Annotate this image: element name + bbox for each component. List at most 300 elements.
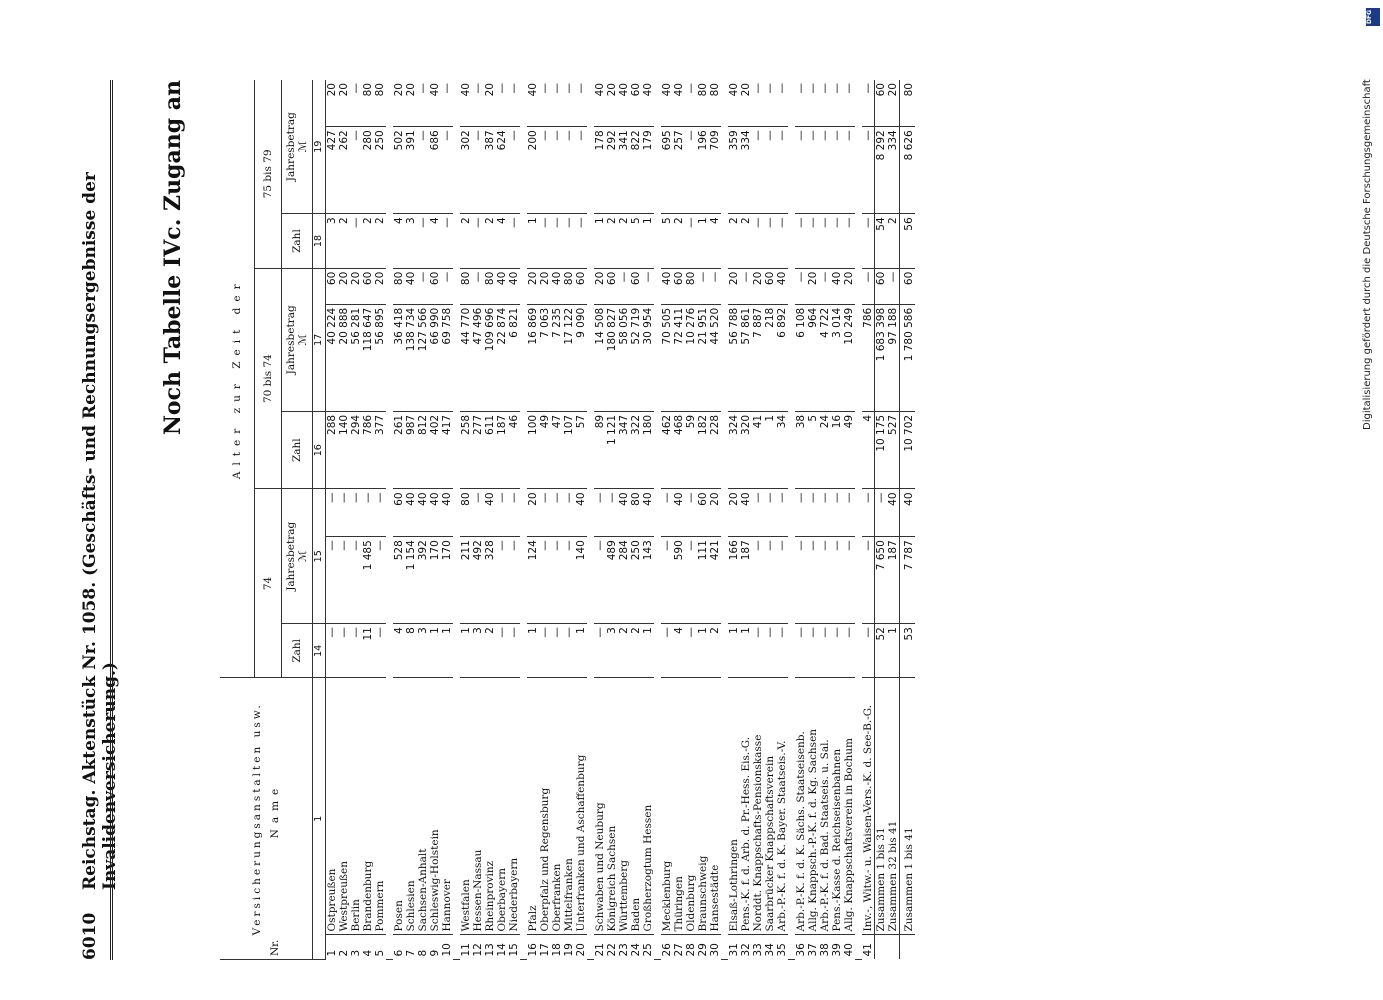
cell-betrag-pf: 20: [405, 80, 417, 127]
cell-zahl: —: [819, 624, 831, 678]
cell-zahl: 1: [527, 624, 539, 678]
row-gap: [587, 80, 594, 960]
cell-betrag-pf: —: [819, 268, 831, 304]
table-row: [417, 80, 429, 960]
row-number: 10: [441, 943, 453, 957]
cell-betrag-pf: 60: [900, 268, 916, 304]
cell-zahl: 1: [527, 214, 539, 268]
cell-betrag-pf: —: [472, 268, 484, 304]
row-name: Posen: [393, 678, 405, 935]
cell-zahl: 5: [807, 411, 819, 489]
cell-betrag-pf: —: [843, 80, 855, 127]
table-row: [575, 80, 587, 960]
cell-zahl: 1: [740, 624, 752, 678]
cell-zahl: 277: [472, 411, 484, 489]
cell-betrag-mark: 180 827: [606, 304, 618, 411]
cell-betrag-pf: —: [795, 80, 807, 127]
cell-betrag-mark: 72 411: [673, 304, 685, 411]
cell-zahl: —: [843, 214, 855, 268]
cell-betrag-mark: 179: [642, 127, 654, 214]
cell-betrag-mark: 200: [527, 127, 539, 214]
cell-betrag-pf: —: [819, 80, 831, 127]
cell-betrag-pf: —: [862, 268, 875, 304]
table-row: [405, 80, 417, 960]
cell-betrag-mark: 334: [887, 127, 900, 214]
cell-zahl: 2: [374, 214, 386, 268]
cell-betrag-mark: 56 895: [374, 304, 386, 411]
cell-betrag-mark: 392: [417, 537, 429, 624]
cell-betrag-mark: 359: [728, 127, 740, 214]
cell-betrag-mark: 17 122: [563, 304, 575, 411]
cell-betrag-pf: 20: [326, 80, 339, 127]
cell-betrag-mark: 686: [429, 127, 441, 214]
cell-betrag-mark: 7 063: [539, 304, 551, 411]
cell-betrag-pf: 60: [875, 80, 888, 127]
cell-betrag-mark: —: [374, 537, 386, 624]
table-row: [740, 80, 752, 960]
cell-betrag-pf: —: [508, 489, 520, 537]
table-row: [819, 80, 831, 960]
cell-betrag-pf: 40: [417, 489, 429, 537]
row-name: Württemberg: [618, 678, 630, 935]
cell-zahl: 324: [728, 411, 740, 489]
cell-zahl: 4: [673, 624, 685, 678]
table-row: [752, 80, 764, 960]
cell-betrag-pf: —: [472, 80, 484, 127]
cell-betrag-mark: 40 224: [326, 304, 339, 411]
row-name: Norddt. Knappschafts-Pensionskasse: [752, 678, 764, 935]
cell-zahl: 182: [697, 411, 709, 489]
cell-betrag-pf: —: [338, 489, 350, 537]
sum: [875, 80, 888, 960]
cell-zahl: 4: [393, 214, 405, 268]
cell-betrag-mark: 10 276: [685, 304, 697, 411]
cell-betrag-mark: 590: [673, 537, 685, 624]
cell-betrag-mark: 3 014: [831, 304, 843, 411]
cell-betrag-pf: 60: [673, 268, 685, 304]
cell-zahl: 1: [697, 624, 709, 678]
table-row: [618, 80, 630, 960]
age-header: Alter zur Zeit der: [220, 80, 255, 678]
cell-zahl: 107: [563, 411, 575, 489]
cell-zahl: 53: [900, 624, 916, 678]
cell-betrag-pf: 20: [527, 268, 539, 304]
cell-betrag-mark: 6 821: [508, 304, 520, 411]
table-row: [642, 80, 654, 960]
zahl-header: Zahl: [282, 624, 313, 678]
cell-zahl: —: [338, 624, 350, 678]
cell-betrag-mark: 138 734: [405, 304, 417, 411]
table-row: [697, 80, 709, 960]
table-row: [496, 80, 508, 960]
cell-betrag-mark: 21 951: [697, 304, 709, 411]
cell-zahl: 34: [776, 411, 788, 489]
cell-zahl: 258: [460, 411, 472, 489]
cell-betrag-pf: 40: [405, 489, 417, 537]
cell-zahl: 2: [618, 624, 630, 678]
cell-zahl: 4: [709, 214, 721, 268]
cell-zahl: —: [539, 214, 551, 268]
cell-betrag-pf: —: [618, 268, 630, 304]
table-row: [709, 80, 721, 960]
cell-betrag-pf: 40: [776, 268, 788, 304]
cell-betrag-mark: 328: [484, 537, 496, 624]
cell-betrag-mark: 709: [709, 127, 721, 214]
cell-betrag-pf: 40: [887, 489, 900, 537]
cell-betrag-pf: —: [606, 489, 618, 537]
row-number: 13: [484, 943, 496, 957]
cell-betrag-mark: 124: [527, 537, 539, 624]
cell-zahl: 3: [472, 624, 484, 678]
cell-betrag-mark: —: [685, 127, 697, 214]
cell-betrag-mark: 20 888: [338, 304, 350, 411]
cell-betrag-mark: 387: [484, 127, 496, 214]
cell-betrag-pf: —: [685, 489, 697, 537]
table-row: [429, 80, 441, 960]
cell-zahl: 3: [417, 624, 429, 678]
row-name: Schwaben und Neuburg: [594, 678, 606, 935]
table-row: [764, 80, 776, 960]
row-name: Thüringen: [673, 678, 685, 935]
cell-betrag-pf: —: [697, 268, 709, 304]
row-gap: [721, 80, 728, 960]
cell-zahl: 100: [527, 411, 539, 489]
cell-zahl: —: [862, 624, 875, 678]
cell-betrag-mark: 196: [697, 127, 709, 214]
cell-betrag-mark: —: [795, 537, 807, 624]
row-number: 3: [350, 949, 362, 957]
cell-betrag-mark: 140: [575, 537, 587, 624]
row-number: 15: [508, 943, 520, 957]
cell-betrag-mark: 4 722: [819, 304, 831, 411]
row-name: Braunschweig: [697, 678, 709, 935]
cell-betrag-pf: —: [764, 80, 776, 127]
cell-betrag-pf: —: [563, 80, 575, 127]
cell-betrag-pf: 20: [728, 268, 740, 304]
table-row: [539, 80, 551, 960]
cell-zahl: 56: [900, 214, 916, 268]
cell-betrag-mark: 109 696: [484, 304, 496, 411]
cell-zahl: —: [843, 624, 855, 678]
cell-zahl: 59: [685, 411, 697, 489]
cell-betrag-mark: —: [776, 127, 788, 214]
cell-betrag-mark: 44 520: [709, 304, 721, 411]
cell-betrag-mark: —: [661, 537, 673, 624]
cell-zahl: 47: [551, 411, 563, 489]
row-name: Berlin: [350, 678, 362, 935]
cell-betrag-pf: 40: [642, 80, 654, 127]
cell-betrag-mark: 502: [393, 127, 405, 214]
cell-betrag-pf: 40: [405, 268, 417, 304]
cell-zahl: 288: [326, 411, 339, 489]
cell-zahl: 11: [362, 624, 374, 678]
cell-zahl: 4: [862, 411, 875, 489]
cell-betrag-mark: 250: [374, 127, 386, 214]
cell-betrag-pf: 80: [484, 268, 496, 304]
cell-betrag-mark: 528: [393, 537, 405, 624]
jahresbetrag-label: Jahresbetrag: [285, 305, 297, 375]
row-number: [875, 935, 888, 960]
cell-betrag-mark: 187: [740, 537, 752, 624]
table-row: [594, 80, 606, 960]
cell-betrag-mark: 280: [362, 127, 374, 214]
row-name: Niederbayern: [508, 678, 520, 935]
table-row: [788, 80, 795, 960]
cell-betrag-mark: 302: [460, 127, 472, 214]
table-row: [807, 80, 819, 960]
cell-zahl: —: [764, 214, 776, 268]
cell-betrag-mark: —: [862, 127, 875, 214]
cell-zahl: —: [594, 624, 606, 678]
cell-betrag-mark: 334: [740, 127, 752, 214]
jahresbetrag-label: Jahresbetrag: [285, 112, 297, 182]
cell-betrag-pf: 20: [843, 268, 855, 304]
row-number: 22: [606, 943, 618, 957]
cell-zahl: —: [831, 214, 843, 268]
group-header-label: Versicherungsanstalten usw.: [251, 702, 263, 936]
cell-betrag-pf: —: [551, 80, 563, 127]
cell-betrag-pf: —: [752, 489, 764, 537]
cell-betrag-pf: 80: [709, 80, 721, 127]
cell-betrag-pf: 40: [661, 268, 673, 304]
cell-betrag-mark: —: [862, 537, 875, 624]
cell-betrag-pf: 40: [618, 80, 630, 127]
cell-zahl: 2: [338, 214, 350, 268]
cell-zahl: 24: [819, 411, 831, 489]
cell-betrag-mark: —: [776, 537, 788, 624]
row-number: 38: [819, 943, 831, 957]
cell-betrag-pf: —: [508, 80, 520, 127]
table-row: [508, 80, 520, 960]
col-number: 1: [313, 678, 326, 960]
currency-label: ℳ: [297, 334, 309, 346]
row-number: 2: [338, 949, 350, 957]
row-name: Oberbayern: [496, 678, 508, 935]
cell-betrag-pf: —: [661, 489, 673, 537]
table-row: [484, 80, 496, 960]
cell-zahl: 462: [661, 411, 673, 489]
cell-betrag-pf: —: [350, 489, 362, 537]
cell-betrag-pf: —: [776, 80, 788, 127]
cell-zahl: 1: [764, 411, 776, 489]
cell-betrag-pf: 40: [900, 489, 916, 537]
cell-zahl: 2: [484, 624, 496, 678]
cell-betrag-mark: 111: [697, 537, 709, 624]
row-number: 8: [417, 949, 429, 957]
cell-zahl: 46: [508, 411, 520, 489]
row-name: Arb.-P.-K. f. d. K. Bayer. Staatseis.-V.: [776, 678, 788, 935]
cell-betrag-pf: 20: [887, 80, 900, 127]
cell-betrag-pf: —: [594, 489, 606, 537]
cell-zahl: —: [326, 624, 339, 678]
col-number: 16: [313, 411, 326, 489]
cell-betrag-mark: 292: [606, 127, 618, 214]
cell-betrag-mark: —: [350, 537, 362, 624]
cell-betrag-mark: 36 418: [393, 304, 405, 411]
cell-betrag-pf: 80: [563, 268, 575, 304]
cell-betrag-pf: 60: [630, 80, 642, 127]
row-number: 29: [697, 943, 709, 957]
cell-betrag-pf: 20: [350, 268, 362, 304]
cell-zahl: 1: [594, 214, 606, 268]
cell-zahl: 417: [441, 411, 453, 489]
row-name: Allg. Knappsch.-P.-K. f. d. Kg. Sachsen: [807, 678, 819, 935]
cell-zahl: 2: [618, 214, 630, 268]
table-row: [673, 80, 685, 960]
table-row: [831, 80, 843, 960]
cell-betrag-mark: 10 249: [843, 304, 855, 411]
cell-betrag-pf: —: [472, 489, 484, 537]
cell-betrag-pf: —: [539, 80, 551, 127]
cell-zahl: 2: [673, 214, 685, 268]
cell-zahl: 812: [417, 411, 429, 489]
cell-betrag-mark: 69 758: [441, 304, 453, 411]
cell-betrag-mark: 118 647: [362, 304, 374, 411]
cell-zahl: —: [862, 214, 875, 268]
row-name: Hansestädte: [709, 678, 721, 935]
cell-betrag-mark: 52 719: [630, 304, 642, 411]
row-number: [900, 935, 916, 960]
cell-zahl: 1: [575, 624, 587, 678]
cell-zahl: 3: [326, 214, 339, 268]
cell-betrag-pf: 40: [429, 80, 441, 127]
cell-betrag-pf: —: [362, 489, 374, 537]
row-number: 7: [405, 949, 417, 957]
cell-betrag-mark: 284: [618, 537, 630, 624]
cell-betrag-pf: —: [752, 80, 764, 127]
cell-betrag-pf: 20: [728, 489, 740, 537]
table-row: [855, 80, 862, 960]
cell-zahl: 1 121: [606, 411, 618, 489]
page-title: Reichstag. Aktenstück Nr. 1058. (Geschäfts- und Rechnungsergebnisse der Invalidenversicherung.): [80, 172, 120, 890]
cell-betrag-mark: 22 874: [496, 304, 508, 411]
row-number: 6: [393, 949, 405, 957]
row-name: Schlesien: [405, 678, 417, 935]
cell-betrag-pf: 40: [673, 80, 685, 127]
row-number: 34: [764, 943, 776, 957]
cell-betrag-mark: —: [417, 127, 429, 214]
cell-betrag-pf: —: [350, 80, 362, 127]
cell-zahl: —: [575, 214, 587, 268]
row-number: 19: [563, 943, 575, 957]
cell-betrag-mark: 66 990: [429, 304, 441, 411]
cell-zahl: 402: [429, 411, 441, 489]
cell-betrag-mark: 97 188: [887, 304, 900, 411]
cell-betrag-mark: 166: [728, 537, 740, 624]
row-number: 23: [618, 943, 630, 957]
cell-zahl: —: [441, 214, 453, 268]
cell-betrag-mark: 56 281: [350, 304, 362, 411]
cell-betrag-mark: 56 788: [728, 304, 740, 411]
page-number: 6010: [80, 912, 100, 960]
cell-betrag-pf: —: [496, 80, 508, 127]
cell-betrag-mark: —: [508, 537, 520, 624]
cell-zahl: —: [795, 214, 807, 268]
cell-betrag-mark: —: [338, 537, 350, 624]
page-header: [70, 80, 120, 960]
row-name: Mittelfranken: [563, 678, 575, 935]
cell-betrag-pf: —: [496, 489, 508, 537]
cell-betrag-mark: —: [764, 127, 776, 214]
cell-betrag-pf: —: [709, 268, 721, 304]
cell-betrag-mark: —: [843, 537, 855, 624]
cell-zahl: —: [764, 624, 776, 678]
cell-betrag-pf: 20: [527, 489, 539, 537]
cell-zahl: 322: [630, 411, 642, 489]
age-70-74-header: 70 bis 74: [255, 268, 282, 489]
cell-betrag-mark: 57 861: [740, 304, 752, 411]
table-row: [654, 80, 661, 960]
row-name: Oberpfalz und Regensburg: [539, 678, 551, 935]
cell-betrag-pf: 20: [539, 268, 551, 304]
table-row: [728, 80, 740, 960]
cell-zahl: —: [563, 624, 575, 678]
row-gap: [788, 80, 795, 960]
cell-betrag-mark: —: [843, 127, 855, 214]
row-name: Pens.-K. f. d. Arb. d. Pr.-Hess. Eis.-G.: [740, 678, 752, 935]
cell-betrag-pf: 20: [338, 80, 350, 127]
cell-betrag-pf: 60: [362, 268, 374, 304]
cell-betrag-mark: 492: [472, 537, 484, 624]
cell-betrag-mark: 16 869: [527, 304, 539, 411]
cell-betrag-mark: 30 954: [642, 304, 654, 411]
digitization-credit: Digitalisierung gefördert durch die Deutsche Forschungsgemeinschaft: [1362, 79, 1373, 430]
dfg-logo: DFG: [1366, 8, 1380, 26]
cell-betrag-pf: —: [887, 268, 900, 304]
cell-betrag-pf: 80: [460, 268, 472, 304]
cell-betrag-mark: —: [496, 537, 508, 624]
row-name: Oberfranken: [551, 678, 563, 935]
cell-zahl: 10 175: [875, 411, 888, 489]
row-number: 9: [429, 949, 441, 957]
cell-betrag-pf: —: [374, 489, 386, 537]
row-name: Zusammen 1 bis 31: [875, 678, 888, 935]
cell-zahl: 1: [642, 624, 654, 678]
cell-betrag-pf: 60: [764, 268, 776, 304]
cell-betrag-mark: —: [441, 127, 453, 214]
column-number-row: [313, 80, 326, 960]
row-name: Inv.-, Witw.- u. Waisen-Vers.-K. d. See-B.-G.: [862, 678, 875, 935]
table-row: [393, 80, 405, 960]
cell-zahl: 347: [618, 411, 630, 489]
row-number: 5: [374, 949, 386, 957]
cell-betrag-pf: —: [831, 489, 843, 537]
table-row: [776, 80, 788, 960]
cell-zahl: 4: [496, 214, 508, 268]
cell-betrag-mark: —: [831, 537, 843, 624]
cell-betrag-pf: —: [563, 489, 575, 537]
cell-zahl: 41: [752, 411, 764, 489]
cell-betrag-mark: 391: [405, 127, 417, 214]
cell-zahl: 261: [393, 411, 405, 489]
cell-betrag-pf: 40: [831, 268, 843, 304]
cell-betrag-pf: —: [417, 268, 429, 304]
row-name: Zusammen 32 bis 41: [887, 678, 900, 935]
cell-zahl: 2: [460, 214, 472, 268]
cell-betrag-pf: 40: [551, 268, 563, 304]
cell-betrag-mark: 7 887: [752, 304, 764, 411]
cell-betrag-pf: 80: [697, 80, 709, 127]
table-row: [685, 80, 697, 960]
cell-betrag-pf: —: [843, 489, 855, 537]
cell-betrag-pf: —: [539, 489, 551, 537]
cell-betrag-pf: 40: [642, 489, 654, 537]
cell-zahl: —: [819, 214, 831, 268]
row-number: 20: [575, 943, 587, 957]
row-number: 33: [752, 943, 764, 957]
tot: [900, 80, 916, 960]
row-number: 27: [673, 943, 685, 957]
